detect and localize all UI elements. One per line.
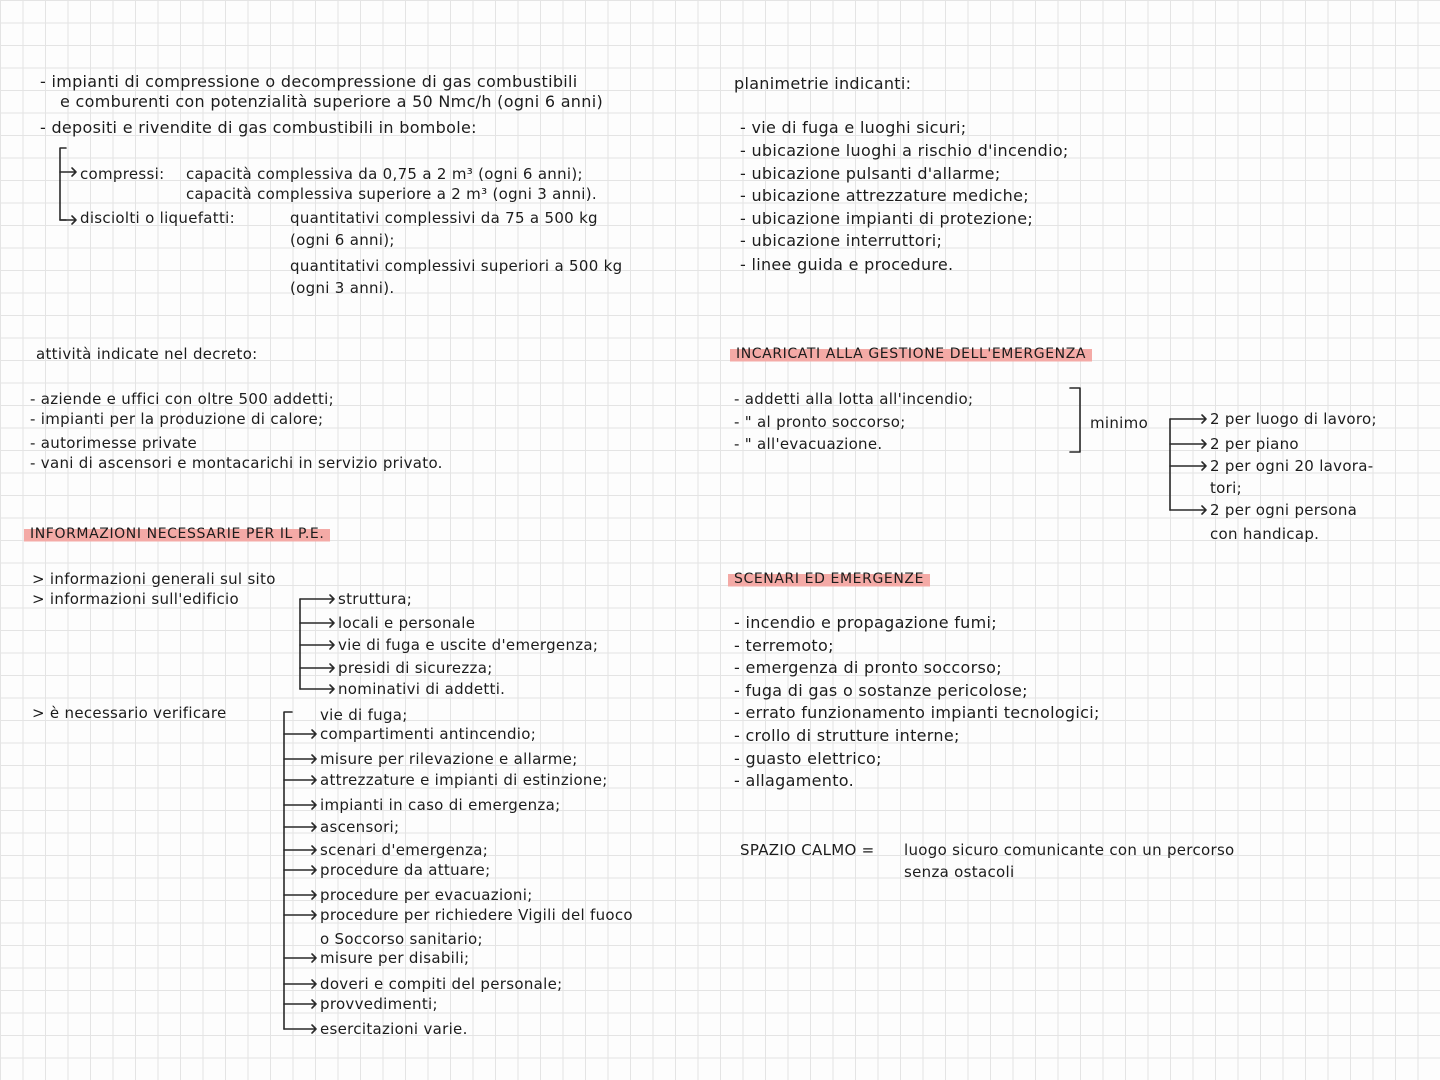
spazio-calmo-line: luogo sicuro comunicante con un percorso [904,841,1235,859]
scenari-item: - emergenza di pronto soccorso; [734,658,1002,677]
attivita-item: - autorimesse private [30,434,198,452]
edificio-item: struttura; [338,590,413,608]
incaricati-heading: INCARICATI ALLA GESTIONE DELL'EMERGENZA [730,344,1092,364]
info-edificio: > informazioni sull'edificio [32,590,239,608]
gas-line: - depositi e rivendite di gas combustibili in bombole: [40,118,477,137]
attivita-item: - impianti per la produzione di calore; [30,410,324,428]
minimo-item: 2 per ogni 20 lavora- [1210,457,1374,475]
planimetrie-item: - vie di fuga e luoghi sicuri; [740,118,967,137]
planimetrie-item: - ubicazione interruttori; [740,231,943,250]
verificare-item: misure per rilevazione e allarme; [320,750,578,768]
verificare-item: procedure per richiedere Vigili del fuoco [320,906,633,924]
gas-line: e comburenti con potenzialità superiore a 50 Nmc/h (ogni 6 anni) [60,92,603,111]
spazio-calmo-line: senza ostacoli [904,863,1015,881]
gas-line: - impianti di compressione o decompressione di gas combustibili [40,72,578,91]
planimetrie-item: - linee guida e procedure. [740,255,954,274]
planimetrie-item: - ubicazione impianti di protezione; [740,209,1034,228]
scenari-heading: SCENARI ED EMERGENZE [728,569,930,589]
minimo-item: tori; [1210,479,1242,497]
verificare-item: doveri e compiti del personale; [320,975,563,993]
scenari-item: - crollo di strutture interne; [734,726,960,745]
spazio-calmo-label: SPAZIO CALMO = [740,841,875,859]
info-generali: > informazioni generali sul sito [32,570,276,588]
verificare-item: o Soccorso sanitario; [320,930,483,948]
edificio-item: nominativi di addetti. [338,680,506,698]
disciolti-label: disciolti o liquefatti: [80,209,235,227]
planimetrie-item: - ubicazione luoghi a rischio d'incendio; [740,141,1069,160]
verificare-item: attrezzature e impianti di estinzione; [320,771,608,789]
planimetrie-title: planimetrie indicanti: [734,74,912,93]
verificare-item: procedure per evacuazioni; [320,886,533,904]
edificio-item: vie di fuga e uscite d'emergenza; [338,636,599,654]
verificare-item: impianti in caso di emergenza; [320,796,561,814]
scenari-item: - fuga di gas o sostanze pericolose; [734,681,1028,700]
addetti-item: - " all'evacuazione. [734,435,883,453]
attivita-item: - vani di ascensori e montacarichi in servizio privato. [30,454,443,472]
scenari-item: - guasto elettrico; [734,749,882,768]
scenari-item: - terremoto; [734,636,834,655]
minimo-item: con handicap. [1210,525,1320,543]
verificare-item: ascensori; [320,818,400,836]
verificare-item: scenari d'emergenza; [320,841,489,859]
compressi-line: capacità complessiva da 0,75 a 2 m³ (ogni 6 anni); [186,165,583,183]
planimetrie-item: - ubicazione attrezzature mediche; [740,186,1029,205]
attivita-title: attività indicate nel decreto: [36,345,258,363]
verificare-item: compartimenti antincendio; [320,725,537,743]
addetti-item: - " al pronto soccorso; [734,413,906,431]
verificare-item: esercitazioni varie. [320,1020,468,1038]
minimo-label: minimo [1090,414,1149,432]
scenari-item: - errato funzionamento impianti tecnologici; [734,703,1100,722]
verificare-item: provvedimenti; [320,995,438,1013]
planimetrie-item: - ubicazione pulsanti d'allarme; [740,164,1001,183]
verificare-item: vie di fuga; [320,706,408,724]
scenari-item: - incendio e propagazione fumi; [734,613,997,632]
info-heading: INFORMAZIONI NECESSARIE PER IL P.E. [24,524,330,544]
minimo-item: 2 per ogni persona [1210,501,1358,519]
scenari-item: - allagamento. [734,771,854,790]
disciolti-line: (ogni 6 anni); [290,231,395,249]
verificare-item: procedure da attuare; [320,861,491,879]
compressi-label: compressi: [80,165,165,183]
disciolti-line: (ogni 3 anni). [290,279,395,297]
edificio-item: locali e personale [338,614,476,632]
disciolti-line: quantitativi complessivi da 75 a 500 kg [290,209,598,227]
attivita-item: - aziende e uffici con oltre 500 addetti; [30,390,334,408]
disciolti-line: quantitativi complessivi superiori a 500 kg [290,257,623,275]
compressi-line: capacità complessiva superiore a 2 m³ (ogni 3 anni). [186,185,597,203]
addetti-item: - addetti alla lotta all'incendio; [734,390,974,408]
minimo-item: 2 per luogo di lavoro; [1210,410,1377,428]
edificio-item: presidi di sicurezza; [338,659,493,677]
minimo-item: 2 per piano [1210,435,1299,453]
verificare-item: misure per disabili; [320,949,470,967]
verificare-label: > è necessario verificare [32,704,227,722]
